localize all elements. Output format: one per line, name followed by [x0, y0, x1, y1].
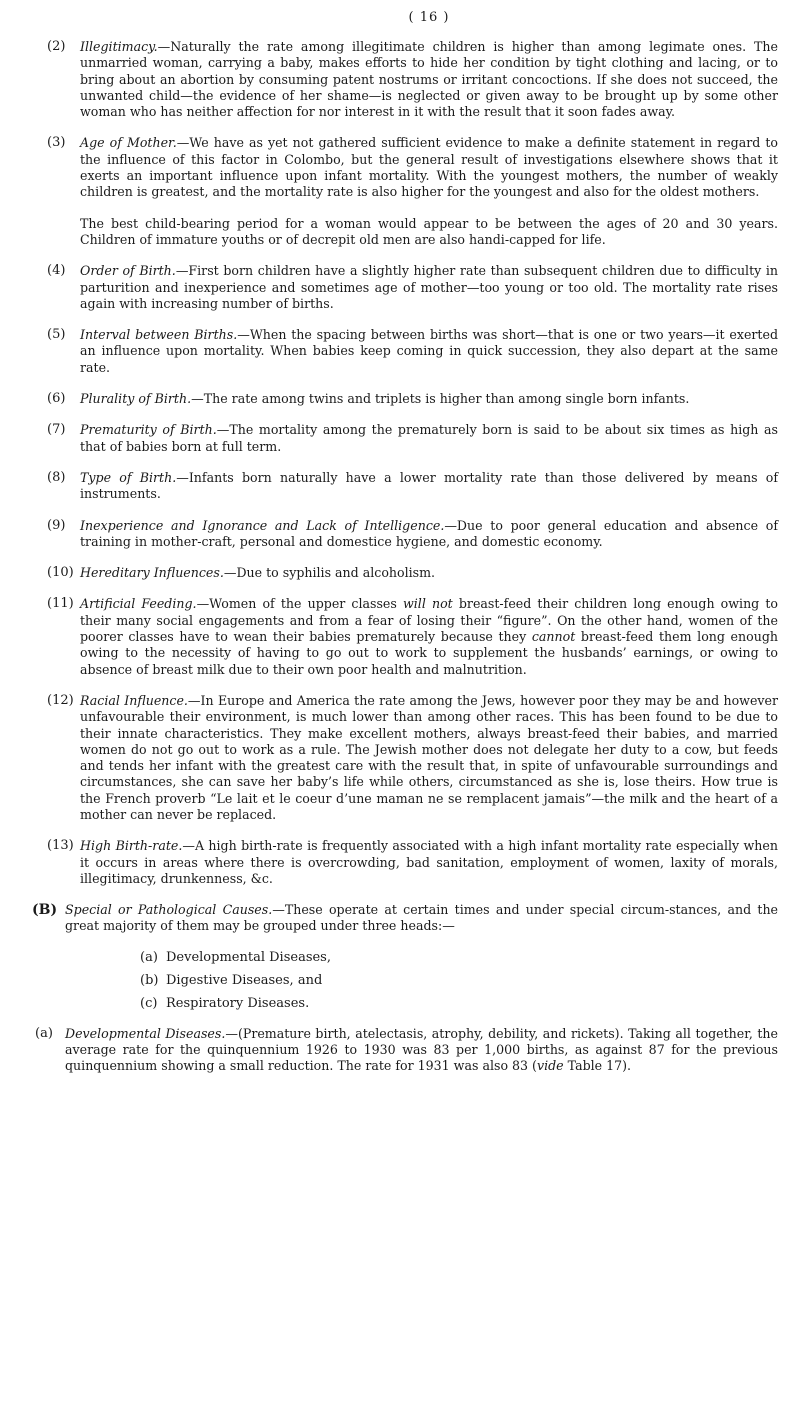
- subhead-label: Developmental Diseases,: [166, 949, 331, 965]
- item-title: Prematurity of Birth.: [80, 422, 217, 438]
- item-text: —Due to syphilis and alcoholism.: [223, 565, 436, 581]
- list-item: [47, 422, 778, 455]
- section-b: [32, 902, 779, 935]
- list-item: [47, 135, 778, 200]
- item-text: —Due to poor general education and absence of training in mother-craft, personal and domestice hygiene, and domestic economy.: [80, 517, 778, 549]
- item-text: —The rate among twins and triplets is higher than among single born infants.: [191, 391, 690, 407]
- list-item: [47, 565, 778, 581]
- item-text: —Naturally the rate among illegitimate children is higher than among legimate ones. The unmarried woman, carrying a baby, makes efforts to hide her condition by tight clothing and lacing, or to bring about an abortion by consuming patent nostrums or irritant concoctions. If she does not succeed, the unwanted child—the evidence of her shame—is neglected or given away to be brought up by some other woman who has neither affection for nor interest in it with the result that it soon fades away.: [80, 39, 778, 120]
- item-title: Racial Influence.: [80, 692, 188, 708]
- item-emphasis: will not: [402, 596, 453, 612]
- list-item: [47, 391, 778, 407]
- list-item: [47, 838, 778, 887]
- list-item-developmental-diseases: [35, 1025, 778, 1075]
- section-title: Special or Pathological Causes.: [65, 902, 273, 918]
- item-text: —A high birth-rate is frequently associated with a high infant mortality rate especially when it occurs in areas where there is overcrowding, bad sanitation, employment of women, laxity of morals, illegitimacy, drunkenness, &c.: [80, 838, 778, 886]
- item-title: Developmental Diseases.: [65, 1025, 226, 1041]
- item-number: (6): [47, 391, 66, 407]
- section-number: (B): [32, 902, 58, 919]
- item-emphasis: vide: [536, 1058, 564, 1074]
- item-title: Type of Birth.: [80, 469, 177, 485]
- item-title: Order of Birth.: [80, 263, 176, 279]
- item-text: —The mortality among the prematurely born is said to be about six times as high as that of babies born at full term.: [80, 422, 778, 454]
- list-item: [47, 692, 778, 823]
- page-number: ( 16 ): [408, 10, 450, 25]
- item-title: Illegitimacy.: [80, 39, 158, 54]
- item-text: —When the spacing between births was short—that is one or two years—it exerted an influence upon mortality. When babies keep coming in quick succession, they also depart at the same rate.: [80, 327, 779, 375]
- item-number: (8): [47, 469, 66, 485]
- item-number: (10): [47, 565, 74, 581]
- item-text: —In Europe and America the rate among the Jews, however poor they may be and however unfavourable their environment, is much lower than among other races. This has been found to be due to their innate characteristics. They make excellent mothers, always breast-feed their babies, and married women do not go out to work as a rule. The Jewish mother does not delegate her duty to a cow, but feeds and tends her infant with the greatest care with the result that, in spite of unfavourable surroundings and circumstances, she can save her baby’s life while others, circumstanced as she is, lose theirs. How true is the French proverb “Le lait et le coeur d’une maman ne se remplacent jamais”—the milk and the heart of a mother can never be replaced.: [80, 692, 778, 822]
- item-text: —(Premature birth, atelectasis, atrophy, debility, and rickets). Taking all together, the average rate for the quinquennium 1926 to 1930 was 83 per 1,000 births, as against 87 for the previous quinquennium showing a small reduction. The rate for 1931 was also 83 (: [65, 1025, 778, 1074]
- item-title: Age of Mother.: [80, 135, 177, 151]
- item-title: Artificial Feeding.: [80, 596, 197, 612]
- list-item: [47, 517, 778, 551]
- list-item: [47, 263, 779, 312]
- item-number: (9): [47, 517, 66, 533]
- child-bearing-paragraph: The best child-bearing period for a woman would appear to be between the ages of 20 and 30 years. Children of immature youths or of decrepit old men are also handi-capped for life.: [80, 215, 778, 247]
- item-text: —Infants born naturally have a lower mortality rate than those delivered by means of instruments.: [80, 469, 779, 502]
- item-title: Interval between Births.: [80, 327, 238, 343]
- item-number: (13): [47, 838, 74, 854]
- list-item: [47, 39, 778, 120]
- subhead-label: Respiratory Diseases.: [166, 995, 310, 1011]
- item-text: —We have as yet not gathered sufficient evidence to make a definite statement in regard to the influence of this factor in Colombo, but the general result of investigations elsewhere shows that it exerts an important influence upon infant mortality. With the youngest mothers, the number of weakly children is greatest, and the mortality rate is also higher for the youngest and also for the oldest mothers.: [80, 135, 778, 200]
- item-text: breast-feed them long enough owing to the necessity of having to go out to work to supplement the husbands’ earnings, or owing to absence of breast milk due to their own poor health and malnutrition.: [80, 629, 778, 677]
- item-text: —Women of the upper classes: [196, 596, 403, 612]
- item-number: (5): [47, 327, 66, 343]
- subhead-item: [140, 996, 778, 1011]
- item-title: Inexperience and Ignorance and Lack of Intelligence.: [80, 517, 445, 533]
- subhead-letter: (b): [140, 972, 159, 988]
- item-number: (7): [47, 422, 66, 438]
- item-number: (11): [47, 596, 74, 612]
- item-number: (3): [47, 135, 66, 151]
- list-item: [47, 469, 779, 503]
- item-text: Table 17).: [563, 1058, 632, 1074]
- item-number: (4): [47, 263, 66, 279]
- list-item: [47, 327, 779, 376]
- subhead-letter: (c): [140, 995, 158, 1011]
- item-number: (12): [47, 692, 74, 708]
- subhead-item: [140, 973, 778, 988]
- item-emphasis: cannot: [531, 629, 576, 645]
- section-text: —These operate at certain times and under special circum-stances, and the great majority of them may be grouped under three heads:—: [65, 902, 779, 934]
- subhead-letter: (a): [140, 949, 158, 965]
- item-text: —First born children have a slightly higher rate than subsequent children due to difficulty in parturition and inexperience and sometimes age of mother—too young or too old. The mortality rate rises again with increasing number of births.: [80, 263, 779, 311]
- item-title: Hereditary Influences.: [80, 565, 224, 581]
- subhead-item: [140, 950, 778, 965]
- item-number: (2): [47, 39, 66, 54]
- item-text: breast-feed their children long enough owing to their many social engagements and from a fear of losing their “figure”. On the other hand, women of the poorer classes have to wean their babies prematurely because they: [80, 596, 779, 645]
- item-title: Plurality of Birth.: [80, 391, 192, 407]
- item-title: High Birth-rate.: [80, 838, 183, 854]
- item-number: (a): [35, 1025, 53, 1041]
- list-item-artificial-feeding: [47, 596, 779, 677]
- subhead-label: Digestive Diseases, and: [166, 972, 323, 988]
